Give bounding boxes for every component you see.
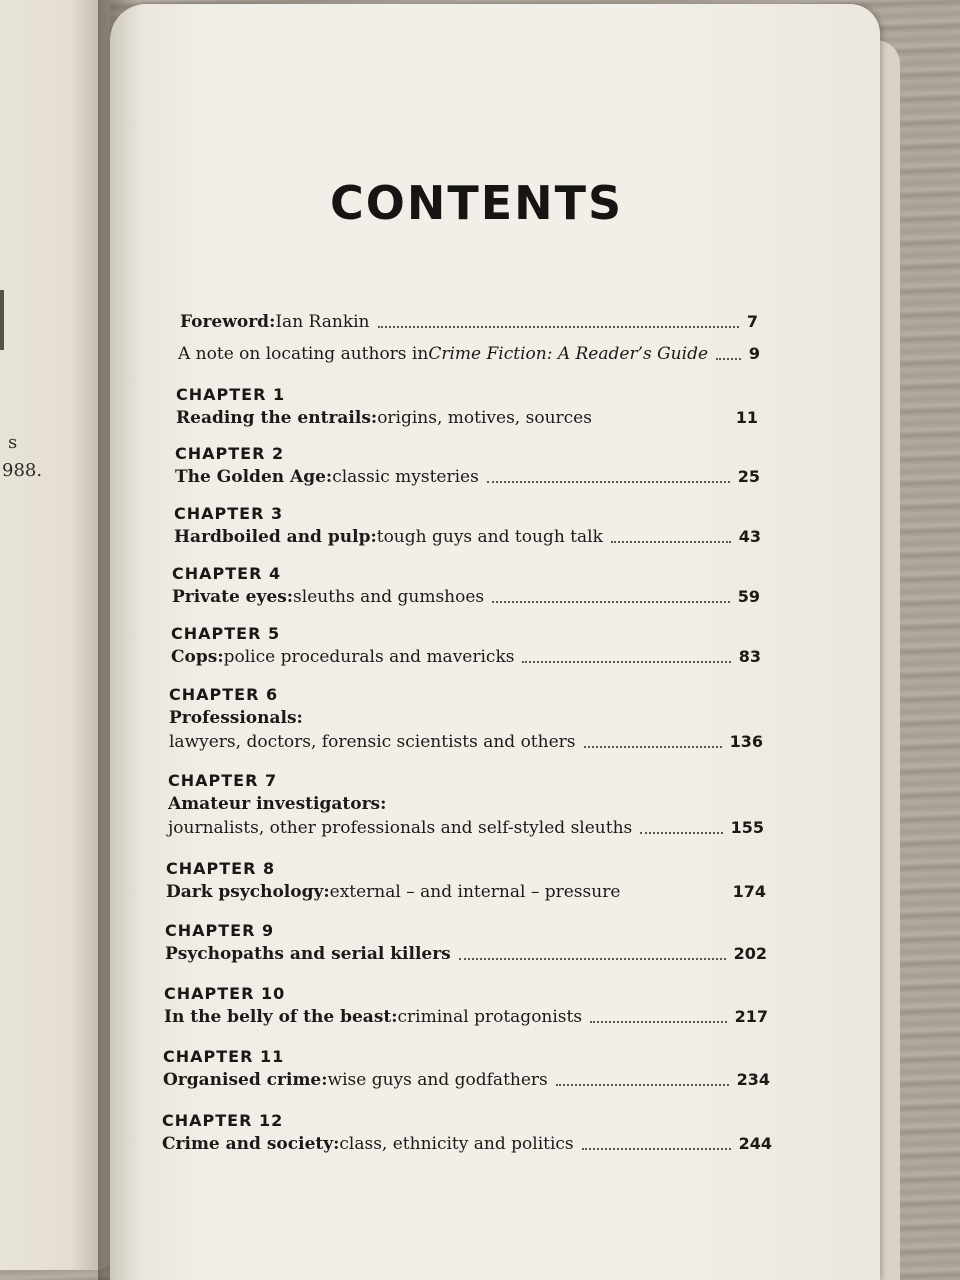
entry-rest: classic mysteries <box>332 467 479 487</box>
leader-dots <box>600 422 728 424</box>
chapter-label: CHAPTER 11 <box>163 1047 285 1066</box>
page-title: CONTENTS <box>330 176 624 230</box>
entry-rest: lawyers, doctors, forensic scientists and others <box>169 732 576 752</box>
entry-rest: class, ethnicity and politics <box>339 1134 574 1154</box>
entry-italic: Crime Fiction: A Reader’s Guide <box>428 344 709 364</box>
page-number: 174 <box>732 882 766 901</box>
leader-dots <box>378 326 739 328</box>
leader-dots <box>522 661 730 663</box>
entry-lead: Psychopaths and serial killers <box>165 944 451 964</box>
leader-dots <box>492 601 730 603</box>
leader-dots <box>716 358 741 360</box>
page-number: 9 <box>748 344 760 363</box>
entry-rest: sleuths and gumshoes <box>293 587 485 607</box>
chapter-label: CHAPTER 12 <box>162 1111 284 1130</box>
toc-entry-chapter-1 <box>176 384 758 430</box>
entry-lead: Hardboiled and pulp: <box>174 527 377 547</box>
entry-rest: wise guys and godfathers <box>327 1070 548 1090</box>
facing-page-edge <box>0 0 110 1270</box>
entry-lead: Private eyes: <box>172 587 294 607</box>
entry-lead: Reading the entrails: <box>176 408 378 428</box>
page-number: 155 <box>730 818 764 837</box>
chapter-label: CHAPTER 10 <box>164 984 286 1003</box>
toc-entry-chapter-7 <box>168 770 764 840</box>
leader-dots <box>487 481 730 483</box>
entry-rest: Ian Rankin <box>275 312 370 332</box>
facing-page-image-fragment <box>0 290 4 350</box>
toc-entry-chapter-12 <box>162 1110 772 1156</box>
entry-lead: Professionals: <box>169 708 303 728</box>
leader-dots <box>590 1021 727 1023</box>
toc-entry-chapter-4 <box>172 563 760 609</box>
chapter-label: CHAPTER 7 <box>168 771 278 790</box>
entry-rest: A note on locating authors in <box>178 344 429 364</box>
chapter-label: CHAPTER 3 <box>174 504 284 523</box>
page-number: 11 <box>735 408 758 427</box>
page-number: 25 <box>737 467 760 486</box>
toc-entry-chapter-3 <box>174 503 761 549</box>
chapter-label: CHAPTER 4 <box>172 564 282 583</box>
entry-lead: Crime and society: <box>162 1134 340 1154</box>
leader-dots <box>582 1148 731 1150</box>
entry-rest: criminal protagonists <box>397 1007 583 1027</box>
chapter-label: CHAPTER 5 <box>171 624 281 643</box>
page-number: 59 <box>737 587 760 606</box>
toc-entry-chapter-2 <box>175 443 760 489</box>
entry-rest: tough guys and tough talk <box>376 527 603 547</box>
leader-dots <box>459 958 726 960</box>
chapter-label: CHAPTER 8 <box>166 859 276 878</box>
page-number: 234 <box>736 1070 770 1089</box>
leader-dots <box>556 1084 729 1086</box>
facing-page-text: 988. <box>2 460 43 481</box>
page-number: 244 <box>738 1134 772 1153</box>
entry-lead: Organised crime: <box>163 1070 328 1090</box>
entry-rest: police procedurals and mavericks <box>223 647 515 667</box>
leader-dots <box>640 832 722 834</box>
page-number: 43 <box>738 527 761 546</box>
page-number: 217 <box>734 1007 768 1026</box>
page-number: 202 <box>733 944 767 963</box>
entry-rest: journalists, other professionals and self-styled sleuths <box>168 818 633 838</box>
entry-lead: Dark psychology: <box>166 882 330 902</box>
chapter-label: CHAPTER 9 <box>165 921 275 940</box>
page-number: 7 <box>746 312 758 331</box>
entry-lead: Foreword: <box>180 312 276 332</box>
entry-rest: external – and internal – pressure <box>329 882 621 902</box>
leader-dots <box>584 746 722 748</box>
chapter-label: CHAPTER 1 <box>176 385 286 404</box>
page-number: 136 <box>729 732 763 751</box>
chapter-label: CHAPTER 6 <box>169 685 279 704</box>
page-number: 83 <box>738 647 761 666</box>
facing-page-text: s <box>8 432 18 453</box>
entry-rest: origins, motives, sources <box>377 408 592 428</box>
toc-entry-chapter-8 <box>166 858 766 904</box>
toc-entry-foreword <box>180 310 758 334</box>
entry-lead: The Golden Age: <box>175 467 333 487</box>
toc-entry-chapter-6 <box>169 684 763 754</box>
leader-dots <box>628 896 724 898</box>
entry-lead: Cops: <box>171 647 224 667</box>
toc-entry-chapter-10 <box>164 983 768 1029</box>
toc-entry-chapter-5 <box>171 623 761 669</box>
entry-lead: Amateur investigators: <box>168 794 387 814</box>
leader-dots <box>611 541 731 543</box>
entry-lead: In the belly of the beast: <box>164 1007 398 1027</box>
chapter-label: CHAPTER 2 <box>175 444 285 463</box>
toc-entry-chapter-11 <box>163 1046 770 1092</box>
toc-entry-note <box>178 342 760 366</box>
toc-entry-chapter-9 <box>165 920 767 966</box>
